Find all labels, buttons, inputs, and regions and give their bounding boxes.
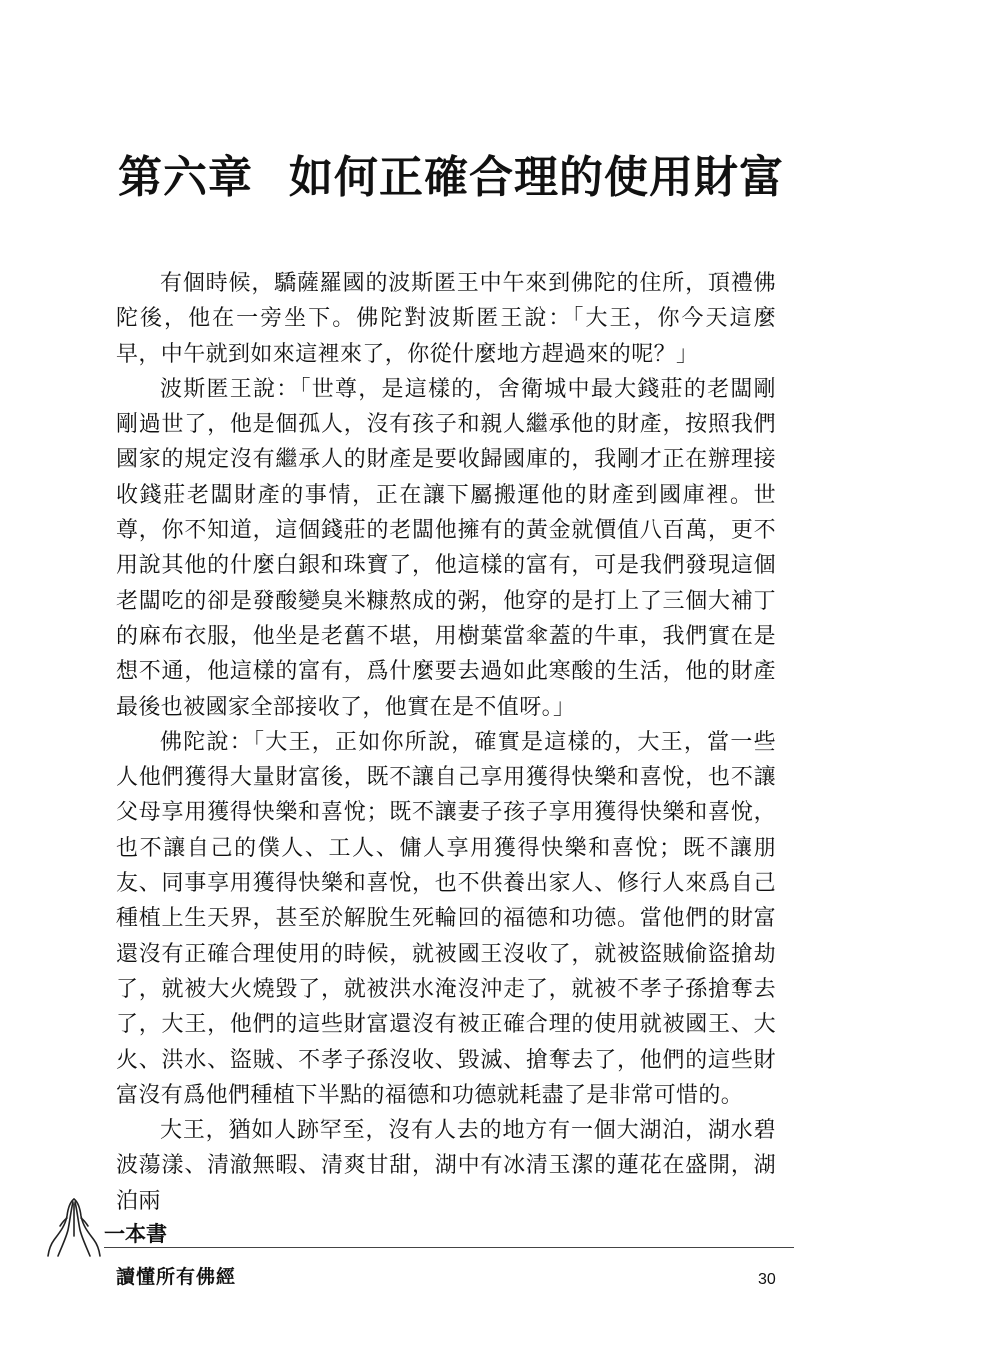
paragraph-2: 波斯匿王說：「世尊，是這樣的，舍衛城中最大錢莊的老闆剛剛過世了，他是個孤人，沒有孩子和親人繼承他的財產，按照我們國家的規定沒有繼承人的財產是要收歸國庫的，我剛才正在辦理接收錢莊老闆財產的事情，正在讓下屬搬運他的財產到國庫裡。世尊，你不知道，這個錢莊的老闆他擁有的黃金就價值八百萬，更不用說其他的什麼白銀和珠寶了，他這樣的富有，可是我們發現這個老闆吃的卻是發酸變臭米糠熬成的粥，他穿的是打上了三個大補丁的麻布衣服，他坐是老舊不堪，用樹葉當傘蓋的牛車，我們實在是想不通，他這樣的富有，爲什麼要去過如此寒酸的生活，他的財產最後也被國家全部接收了，他實在是不值呀。」 — [116, 376, 776, 720]
praying-hands-icon — [46, 1196, 102, 1258]
footer-subtitle: 讀懂所有佛經 — [116, 1266, 237, 1288]
page-number: 30 — [758, 1271, 776, 1288]
chapter-title — [118, 148, 784, 208]
paragraph-4: 大王，猶如人跡罕至，沒有人去的地方有一個大湖泊，湖水碧波蕩漾、清澈無暇、清爽甘甜，湖中有冰清玉潔的蓮花在盛開，湖泊兩 — [116, 1118, 776, 1214]
footer-brand: 一本書 — [104, 1222, 167, 1246]
chapter-number: 第六章 — [118, 152, 253, 203]
body-text — [116, 266, 776, 1219]
paragraph-3: 佛陀說：「大王，正如你所說，確實是這樣的，大王，當一些人他們獲得大量財富後，既不讓自己享用獲得快樂和喜悅，也不讓父母享用獲得快樂和喜悅；既不讓妻子孩子享用獲得快樂和喜悅，也不讓自己的僕人、工人、傭人享用獲得快樂和喜悅；既不讓朋友、同事享用獲得快樂和喜悅，也不供養出家人、修行人來爲自己種植上生天界，甚至於解脫生死輪回的福德和功德。當他們的財富還沒有正確合理使用的時候，就被國王沒收了，就被盜賊偷盜搶劫了，就被大火燒毀了，就被洪水淹沒沖走了，就被不孝子孫搶奪去了，大王，他們的這些財富還沒有被正確合理的使用就被國王、大火、洪水、盜賊、不孝子孫沒收、毀滅、搶奪去了，他們的這些財富沒有爲他們種植下半點的福德和功德就耗盡了是非常可惜的。 — [116, 729, 776, 1108]
paragraph-1: 有個時候，驕薩羅國的波斯匿王中午來到佛陀的住所，頂禮佛陀後，他在一旁坐下。佛陀對波斯匿王說：「大王，你今天這麼早，中午就到如來這裡來了，你從什麼地方趕過來的呢？」 — [116, 271, 776, 367]
footer-divider — [104, 1247, 794, 1248]
chapter-name: 如何正確合理的使用財富 — [289, 152, 784, 203]
